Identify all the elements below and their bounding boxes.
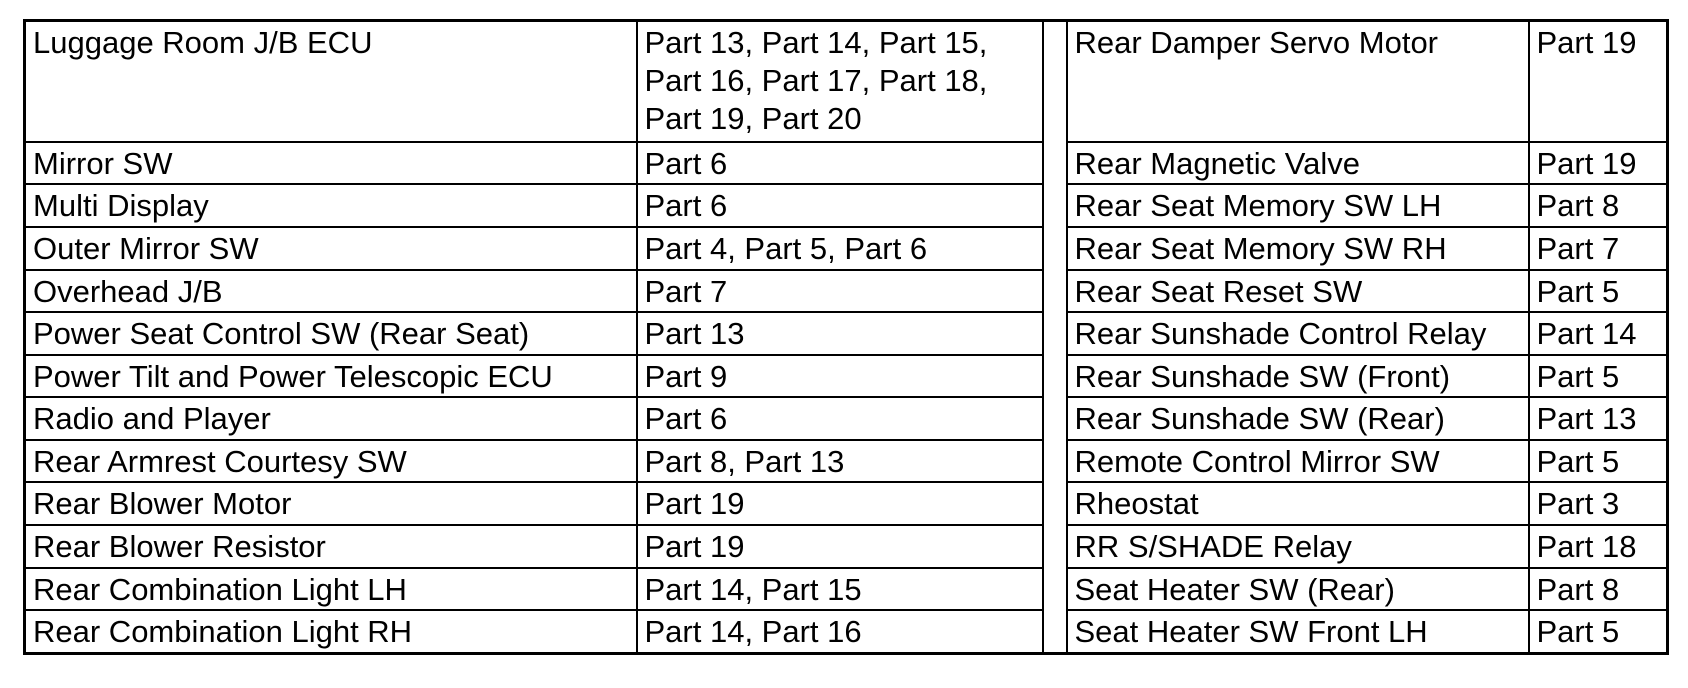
right-parts-cell: Part 8 [1529, 184, 1668, 227]
left-component-cell: Multi Display [25, 184, 637, 227]
right-component-cell: Rear Seat Reset SW [1067, 270, 1529, 313]
right-parts-cell: Part 13 [1529, 397, 1668, 440]
right-parts-cell: Part 5 [1529, 440, 1668, 483]
left-component-cell: Outer Mirror SW [25, 227, 637, 270]
table-row [25, 525, 1668, 568]
right-parts-cell: Part 7 [1529, 227, 1668, 270]
right-parts-cell: Part 18 [1529, 525, 1668, 568]
left-component-cell: Rear Combination Light LH [25, 568, 637, 611]
right-component-cell: Seat Heater SW (Rear) [1067, 568, 1529, 611]
table-row [25, 482, 1668, 525]
left-component-cell: Power Tilt and Power Telescopic ECU [25, 355, 637, 398]
left-component-cell: Rear Armrest Courtesy SW [25, 440, 637, 483]
right-component-cell: Rear Magnetic Valve [1067, 142, 1529, 185]
table-row [25, 312, 1668, 355]
component-index-table [23, 19, 1669, 655]
table-row [25, 568, 1668, 611]
left-parts-cell: Part 6 [637, 142, 1043, 185]
right-component-cell: Rear Seat Memory SW RH [1067, 227, 1529, 270]
left-component-cell: Rear Blower Motor [25, 482, 637, 525]
left-component-cell: Mirror SW [25, 142, 637, 185]
right-component-cell: Rear Damper Servo Motor [1067, 21, 1529, 142]
table-row [25, 227, 1668, 270]
left-parts-cell: Part 13 [637, 312, 1043, 355]
table-body [25, 21, 1668, 654]
table-row [25, 355, 1668, 398]
left-parts-cell: Part 6 [637, 397, 1043, 440]
right-parts-cell: Part 3 [1529, 482, 1668, 525]
table-row [25, 610, 1668, 653]
column-gap [1043, 21, 1067, 654]
table-row [25, 440, 1668, 483]
table-row [25, 142, 1668, 185]
left-component-cell: Overhead J/B [25, 270, 637, 313]
left-parts-cell: Part 9 [637, 355, 1043, 398]
table-row [25, 397, 1668, 440]
right-component-cell: Seat Heater SW Front LH [1067, 610, 1529, 653]
right-parts-cell: Part 14 [1529, 312, 1668, 355]
left-parts-cell: Part 14, Part 16 [637, 610, 1043, 653]
right-component-cell: Rear Sunshade Control Relay [1067, 312, 1529, 355]
left-parts-cell: Part 8, Part 13 [637, 440, 1043, 483]
right-component-cell: RR S/SHADE Relay [1067, 525, 1529, 568]
table-row [25, 184, 1668, 227]
left-parts-cell: Part 14, Part 15 [637, 568, 1043, 611]
right-component-cell: Rheostat [1067, 482, 1529, 525]
right-parts-cell: Part 19 [1529, 142, 1668, 185]
left-parts-cell: Part 13, Part 14, Part 15, Part 16, Part 17, Part 18, Part 19, Part 20 [637, 21, 1043, 142]
right-parts-cell: Part 5 [1529, 610, 1668, 653]
left-component-cell: Power Seat Control SW (Rear Seat) [25, 312, 637, 355]
right-parts-cell: Part 19 [1529, 21, 1668, 142]
right-component-cell: Remote Control Mirror SW [1067, 440, 1529, 483]
right-component-cell: Rear Seat Memory SW LH [1067, 184, 1529, 227]
right-parts-cell: Part 5 [1529, 270, 1668, 313]
left-component-cell: Rear Combination Light RH [25, 610, 637, 653]
left-parts-cell: Part 6 [637, 184, 1043, 227]
left-parts-cell: Part 4, Part 5, Part 6 [637, 227, 1043, 270]
left-parts-cell: Part 19 [637, 482, 1043, 525]
right-parts-cell: Part 5 [1529, 355, 1668, 398]
right-component-cell: Rear Sunshade SW (Rear) [1067, 397, 1529, 440]
left-component-cell: Rear Blower Resistor [25, 525, 637, 568]
left-parts-cell: Part 7 [637, 270, 1043, 313]
left-component-cell: Luggage Room J/B ECU [25, 21, 637, 142]
left-parts-cell: Part 19 [637, 525, 1043, 568]
table-row [25, 21, 1668, 142]
right-component-cell: Rear Sunshade SW (Front) [1067, 355, 1529, 398]
table-row [25, 270, 1668, 313]
left-component-cell: Radio and Player [25, 397, 637, 440]
right-parts-cell: Part 8 [1529, 568, 1668, 611]
